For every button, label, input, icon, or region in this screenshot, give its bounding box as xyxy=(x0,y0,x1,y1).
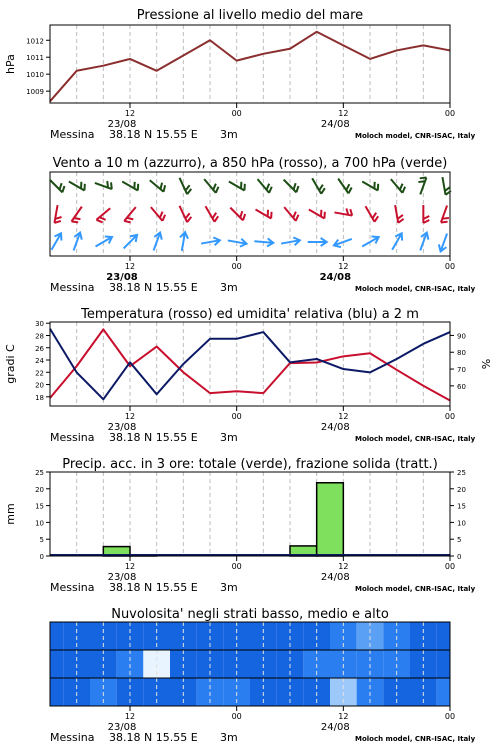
y-tick-label: 30 xyxy=(35,320,44,329)
precip-bar xyxy=(317,483,344,556)
date-label: 23/08 xyxy=(106,272,138,283)
y-tick-label: 28 xyxy=(35,332,44,341)
location-label: Messina xyxy=(50,731,95,744)
wind-arrow-shaft xyxy=(54,205,57,223)
wind-arrow xyxy=(178,231,189,251)
wind-arrow xyxy=(204,175,220,193)
wind-arrow xyxy=(338,175,353,193)
location-label: Messina xyxy=(50,431,95,444)
y-tick-label: 15 xyxy=(35,502,44,511)
wind-arrow xyxy=(50,175,67,192)
wind-arrow xyxy=(416,231,430,252)
y-axis-label-right: % xyxy=(480,358,493,370)
date-label: 24/08 xyxy=(320,572,350,583)
elevation-label: 3m xyxy=(220,581,238,594)
y-tick-label: 25 xyxy=(35,469,44,477)
wind-arrow xyxy=(284,203,300,221)
wind-arrow xyxy=(124,207,140,225)
y-tick-label-right: 10 xyxy=(457,519,466,528)
credit-label: Moloch model, CNR-ISAC, Italy xyxy=(355,585,476,593)
y-axis-label: gradi C xyxy=(4,344,17,384)
wind-arrow xyxy=(309,204,328,218)
coords-label: 38.18 N 15.55 E xyxy=(109,581,198,594)
wind-arrow xyxy=(423,205,429,223)
y-axis-label: mm xyxy=(4,503,17,525)
y-tick-label: 20 xyxy=(35,485,44,494)
chart-title: Nuvolosita' negli strati basso, medio e alto xyxy=(111,607,389,622)
wind-arrow xyxy=(95,177,114,189)
date-label: 24/08 xyxy=(320,119,350,130)
wind-arrow xyxy=(122,176,141,190)
y-tick-label: 18 xyxy=(35,393,44,402)
coords-label: 38.18 N 15.55 E xyxy=(109,731,198,744)
wind-arrow-shaft xyxy=(441,206,447,223)
wind-arrow xyxy=(96,208,114,224)
x-tick-label: 12 xyxy=(338,262,349,271)
wind-arrow-shaft xyxy=(254,241,272,243)
x-tick-label: 00 xyxy=(444,262,456,271)
coords-label: 38.18 N 15.55 E xyxy=(109,281,198,294)
pressure-line xyxy=(50,32,450,102)
x-tick-label: 00 xyxy=(231,412,242,421)
cloud-cell xyxy=(437,622,450,650)
wind-arrow xyxy=(69,176,88,190)
x-tick-label: 00 xyxy=(231,712,242,721)
y-tick-label-right: 70 xyxy=(457,366,466,375)
elevation-label: 3m xyxy=(220,128,238,141)
wind-arrow xyxy=(54,205,63,224)
y-tick-label: 5 xyxy=(39,536,44,545)
date-label: 23/08 xyxy=(107,572,137,583)
wind-arrow xyxy=(70,231,84,252)
wind-arrow xyxy=(180,175,193,194)
x-tick-label: 12 xyxy=(124,562,136,571)
chart-title: Vento a 10 m (azzurro), a 850 hPa (rosso), a 700 hPa (verde) xyxy=(52,156,448,171)
y-tick-label-right: 15 xyxy=(457,502,466,511)
wind-arrow xyxy=(206,203,220,222)
credit-label: Moloch model, CNR-ISAC, Italy xyxy=(355,132,476,140)
location-label: Messina xyxy=(50,128,95,141)
y-tick-label: 26 xyxy=(35,344,44,353)
y-tick-label: 1012 xyxy=(26,37,44,46)
elevation-label: 3m xyxy=(220,281,238,294)
wind-arrow xyxy=(121,232,140,251)
wind-arrow xyxy=(312,175,326,194)
y-tick-label: 1010 xyxy=(26,71,44,80)
x-tick-label: 00 xyxy=(444,712,456,721)
date-label: 23/08 xyxy=(107,119,137,130)
wind-arrow xyxy=(151,203,167,221)
x-tick-label: 00 xyxy=(231,562,242,571)
y-tick-label-right: 80 xyxy=(457,349,466,358)
wind-arrow xyxy=(334,207,353,216)
x-tick-label: 00 xyxy=(444,412,456,421)
x-tick-label: 12 xyxy=(124,712,136,721)
coords-label: 38.18 N 15.55 E xyxy=(109,128,198,141)
wind-arrow xyxy=(437,232,451,253)
chart-title: Pressione al livello medio del mare xyxy=(136,8,364,23)
elevation-label: 3m xyxy=(220,431,238,444)
elevation-label: 3m xyxy=(220,731,238,744)
wind-arrow xyxy=(72,207,87,225)
wind-arrow xyxy=(150,231,164,252)
x-tick-label: 12 xyxy=(124,262,136,271)
x-tick-label: 12 xyxy=(338,109,349,118)
chart-title: Temperatura (rosso) ed umidita' relativa (blu) a 2 m xyxy=(81,307,419,322)
wind-arrow xyxy=(391,175,407,193)
x-tick-label: 12 xyxy=(338,562,349,571)
credit-label: Moloch model, CNR-ISAC, Italy xyxy=(355,735,476,743)
wind-arrow xyxy=(150,176,168,192)
y-tick-label: 20 xyxy=(35,381,44,390)
wind-arrow xyxy=(48,231,64,251)
credit-label: Moloch model, CNR-ISAC, Italy xyxy=(355,285,476,293)
wind-arrow xyxy=(258,175,274,193)
x-tick-label: 12 xyxy=(124,412,136,421)
plot-frame xyxy=(50,172,450,256)
wind-arrow xyxy=(362,176,381,190)
date-label: 23/08 xyxy=(107,422,137,433)
wind-arrow xyxy=(284,175,301,192)
cloud-cell xyxy=(50,650,63,678)
location-label: Messina xyxy=(50,281,95,294)
x-tick-label: 00 xyxy=(231,262,242,271)
y-tick-label-right: 90 xyxy=(457,332,466,341)
wind-arrow xyxy=(366,203,380,222)
wind-arrow xyxy=(180,203,193,222)
date-label: 23/08 xyxy=(107,722,137,733)
wind-arrow xyxy=(256,204,275,218)
y-tick-label-right: 5 xyxy=(457,536,462,545)
plot-frame xyxy=(50,472,450,556)
y-tick-label: 22 xyxy=(35,369,44,378)
x-tick-label: 00 xyxy=(444,562,456,571)
wind-arrow xyxy=(395,204,404,223)
y-tick-label-right: 0 xyxy=(457,553,462,561)
y-tick-label: 0 xyxy=(39,553,44,561)
y-tick-label-right: 60 xyxy=(457,382,466,391)
x-tick-label: 12 xyxy=(338,712,349,721)
date-label: 24/08 xyxy=(320,422,350,433)
cloud-cell xyxy=(437,650,450,678)
wind-arrow xyxy=(441,206,453,225)
y-axis-label: hPa xyxy=(4,54,17,74)
date-label: 24/08 xyxy=(320,722,350,733)
cloud-cell xyxy=(437,678,450,706)
y-tick-label: 10 xyxy=(35,519,44,528)
y-tick-label-right: 20 xyxy=(457,485,466,494)
location-label: Messina xyxy=(50,581,95,594)
wind-arrow-shaft xyxy=(442,177,445,195)
wind-arrow xyxy=(229,176,248,190)
y-tick-label: 1011 xyxy=(26,54,44,63)
cloud-cell xyxy=(50,678,63,706)
wind-arrow xyxy=(230,203,247,220)
x-tick-label: 00 xyxy=(231,109,242,118)
x-tick-label: 00 xyxy=(444,109,456,118)
y-tick-label: 24 xyxy=(35,357,44,366)
chart-title: Precip. acc. in 3 ore: totale (verde), frazione solida (tratt.) xyxy=(62,457,438,472)
x-tick-label: 12 xyxy=(124,109,136,118)
coords-label: 38.18 N 15.55 E xyxy=(109,431,198,444)
credit-label: Moloch model, CNR-ISAC, Italy xyxy=(355,435,476,443)
wind-arrow xyxy=(415,175,427,194)
y-tick-label: 1009 xyxy=(26,88,44,97)
cloud-cell xyxy=(50,622,63,650)
x-tick-label: 12 xyxy=(338,412,349,421)
wind-arrow xyxy=(389,231,405,251)
y-tick-label-right: 25 xyxy=(457,469,466,477)
date-label: 24/08 xyxy=(319,272,352,283)
